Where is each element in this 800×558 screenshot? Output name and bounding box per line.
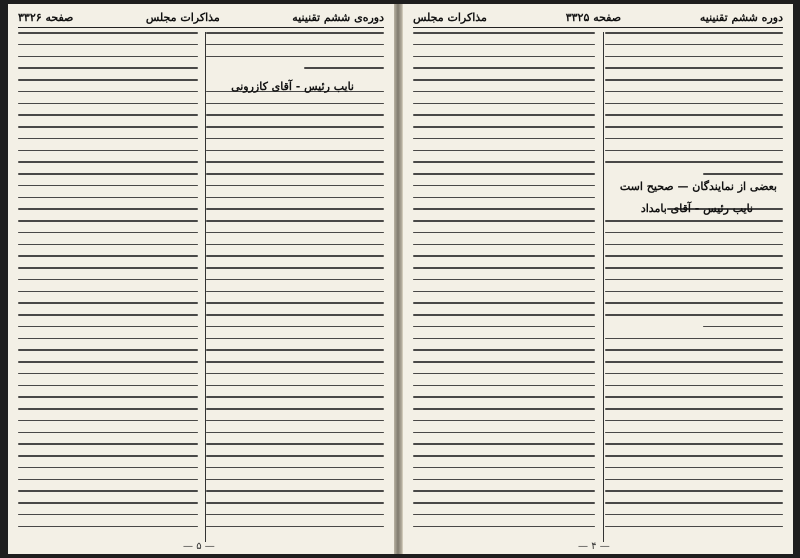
text-line xyxy=(18,161,198,163)
text-line xyxy=(18,197,198,199)
text-line xyxy=(206,220,384,222)
text-line xyxy=(605,161,783,163)
text-line xyxy=(18,361,198,363)
text-line xyxy=(413,244,595,246)
right-page xyxy=(402,4,793,554)
text-line xyxy=(18,103,198,105)
left-page-number: صفحه ۳۳۲۶ xyxy=(18,10,74,24)
text-line xyxy=(206,502,384,504)
text-line xyxy=(605,291,783,293)
text-line xyxy=(206,361,384,363)
left-header-rule xyxy=(18,27,384,28)
text-line xyxy=(206,349,384,351)
left-page-left-column xyxy=(18,32,198,544)
text-line xyxy=(413,455,595,457)
text-line xyxy=(18,150,198,152)
left-page-footer: — ۵ — xyxy=(183,541,215,552)
left-page-session: دوره‌ی ششم تقنینیه xyxy=(292,10,384,24)
text-line xyxy=(605,490,783,492)
left-page xyxy=(8,4,395,554)
text-line xyxy=(605,267,783,269)
text-line xyxy=(605,255,783,257)
text-line xyxy=(605,138,783,140)
text-line xyxy=(413,67,595,69)
text-line xyxy=(605,514,783,516)
text-line xyxy=(605,56,783,58)
left-page-right-column xyxy=(206,32,384,544)
text-line xyxy=(413,103,595,105)
text-line xyxy=(605,420,783,422)
text-line xyxy=(605,32,783,34)
text-line xyxy=(18,385,198,387)
text-line xyxy=(206,138,384,140)
text-line xyxy=(413,114,595,116)
text-line xyxy=(18,79,198,81)
text-line xyxy=(605,314,783,316)
text-line xyxy=(18,67,198,69)
text-line xyxy=(206,32,384,34)
text-line xyxy=(18,244,198,246)
text-line xyxy=(605,79,783,81)
text-line xyxy=(206,514,384,516)
left-page-header xyxy=(18,8,384,26)
text-line xyxy=(605,479,783,481)
text-line xyxy=(413,150,595,152)
text-line xyxy=(605,432,783,434)
text-line xyxy=(18,279,198,281)
text-line xyxy=(413,361,595,363)
left-page-heading: نایب رئیس - آقای کازرونی xyxy=(231,80,354,93)
text-line xyxy=(413,302,595,304)
text-line xyxy=(413,138,595,140)
text-line xyxy=(413,479,595,481)
text-line xyxy=(413,526,595,528)
text-line xyxy=(605,502,783,504)
text-line xyxy=(18,91,198,93)
text-line xyxy=(605,455,783,457)
text-line xyxy=(605,232,783,234)
text-line xyxy=(18,396,198,398)
text-line xyxy=(413,161,595,163)
text-line xyxy=(605,44,783,46)
book-gutter xyxy=(394,4,402,554)
text-line xyxy=(18,526,198,528)
text-line xyxy=(413,408,595,410)
text-line xyxy=(413,56,595,58)
text-line xyxy=(605,279,783,281)
text-line xyxy=(18,420,198,422)
text-line xyxy=(206,385,384,387)
text-line xyxy=(413,197,595,199)
right-page-heading-2: نایب رئیس - آقای بامداد xyxy=(640,202,753,215)
text-line xyxy=(413,443,595,445)
text-line xyxy=(605,373,783,375)
text-line xyxy=(18,326,198,328)
text-line xyxy=(413,44,595,46)
left-page-title: مذاکرات مجلس xyxy=(145,10,220,24)
text-line xyxy=(206,255,384,257)
text-line xyxy=(413,79,595,81)
text-line xyxy=(605,244,783,246)
text-line xyxy=(605,526,783,528)
text-line xyxy=(18,349,198,351)
text-line xyxy=(206,126,384,128)
text-line xyxy=(206,396,384,398)
text-line xyxy=(413,432,595,434)
text-line xyxy=(206,114,384,116)
text-line xyxy=(413,91,595,93)
text-line xyxy=(18,314,198,316)
text-line xyxy=(18,232,198,234)
text-line xyxy=(18,408,198,410)
text-line xyxy=(206,161,384,163)
text-line xyxy=(413,279,595,281)
text-line xyxy=(206,526,384,528)
text-line xyxy=(18,126,198,128)
text-line xyxy=(413,126,595,128)
text-line xyxy=(413,208,595,210)
text-line xyxy=(605,150,783,152)
text-line xyxy=(703,173,783,175)
text-line xyxy=(206,479,384,481)
text-line xyxy=(206,173,384,175)
text-line xyxy=(413,514,595,516)
text-line xyxy=(206,291,384,293)
text-line xyxy=(413,385,595,387)
text-line xyxy=(206,185,384,187)
text-line xyxy=(413,267,595,269)
text-line xyxy=(18,490,198,492)
text-line xyxy=(18,338,198,340)
text-line xyxy=(18,443,198,445)
text-line xyxy=(413,502,595,504)
right-header-rule xyxy=(413,27,783,28)
text-line xyxy=(413,185,595,187)
text-line xyxy=(605,103,783,105)
text-line xyxy=(206,150,384,152)
right-page-left-column xyxy=(413,32,595,544)
text-line xyxy=(206,56,384,58)
text-line xyxy=(206,279,384,281)
text-line xyxy=(206,44,384,46)
right-page-title: مذاکرات مجلس xyxy=(413,10,487,24)
right-page-right-column xyxy=(605,32,783,544)
text-line xyxy=(18,455,198,457)
text-line xyxy=(605,67,783,69)
text-line xyxy=(206,244,384,246)
text-line xyxy=(18,467,198,469)
text-line xyxy=(18,208,198,210)
text-line xyxy=(206,103,384,105)
text-line xyxy=(206,467,384,469)
text-line xyxy=(18,479,198,481)
text-line xyxy=(206,490,384,492)
text-line xyxy=(18,56,198,58)
text-line xyxy=(605,408,783,410)
text-line xyxy=(413,349,595,351)
text-line xyxy=(413,291,595,293)
text-line xyxy=(18,373,198,375)
text-line xyxy=(413,420,595,422)
text-line xyxy=(18,302,198,304)
text-line xyxy=(18,114,198,116)
text-line xyxy=(206,267,384,269)
text-line xyxy=(304,67,384,69)
text-line xyxy=(206,232,384,234)
text-line xyxy=(413,338,595,340)
text-line xyxy=(18,44,198,46)
text-line xyxy=(206,338,384,340)
text-line xyxy=(18,291,198,293)
text-line xyxy=(605,126,783,128)
text-line xyxy=(413,255,595,257)
text-line xyxy=(413,490,595,492)
text-line xyxy=(413,326,595,328)
text-line xyxy=(18,220,198,222)
right-page-number: صفحه ۳۳۲۵ xyxy=(565,10,622,24)
text-line xyxy=(18,173,198,175)
text-line xyxy=(18,185,198,187)
text-line xyxy=(413,173,595,175)
text-line xyxy=(605,302,783,304)
text-line xyxy=(605,114,783,116)
text-line xyxy=(206,314,384,316)
text-line xyxy=(18,514,198,516)
text-line xyxy=(18,267,198,269)
text-line xyxy=(703,326,783,328)
text-line xyxy=(413,396,595,398)
text-line xyxy=(206,420,384,422)
text-line xyxy=(605,91,783,93)
text-line xyxy=(206,443,384,445)
right-page-header xyxy=(413,8,783,26)
text-line xyxy=(605,443,783,445)
text-line xyxy=(206,432,384,434)
text-line xyxy=(18,502,198,504)
text-line xyxy=(206,326,384,328)
text-line xyxy=(18,432,198,434)
left-column-divider xyxy=(205,32,206,542)
right-page-footer: — ۴ — xyxy=(578,541,610,552)
text-line xyxy=(605,349,783,351)
text-line xyxy=(206,408,384,410)
right-column-divider xyxy=(603,32,604,542)
text-line xyxy=(413,232,595,234)
text-line xyxy=(605,385,783,387)
text-line xyxy=(413,220,595,222)
text-line xyxy=(413,467,595,469)
text-line xyxy=(605,396,783,398)
text-line xyxy=(605,220,783,222)
text-line xyxy=(18,32,198,34)
text-line xyxy=(206,455,384,457)
text-line xyxy=(413,314,595,316)
text-line xyxy=(413,32,595,34)
right-page-session: دوره ششم تقنینیه xyxy=(699,10,783,24)
text-line xyxy=(605,467,783,469)
text-line xyxy=(206,373,384,375)
text-line xyxy=(206,208,384,210)
text-line xyxy=(413,373,595,375)
text-line xyxy=(18,255,198,257)
right-page-heading-1: بعضی از نمایندگان — صحیح است xyxy=(619,180,777,193)
text-line xyxy=(206,302,384,304)
text-line xyxy=(206,197,384,199)
text-line xyxy=(18,138,198,140)
text-line xyxy=(605,361,783,363)
text-line xyxy=(605,338,783,340)
